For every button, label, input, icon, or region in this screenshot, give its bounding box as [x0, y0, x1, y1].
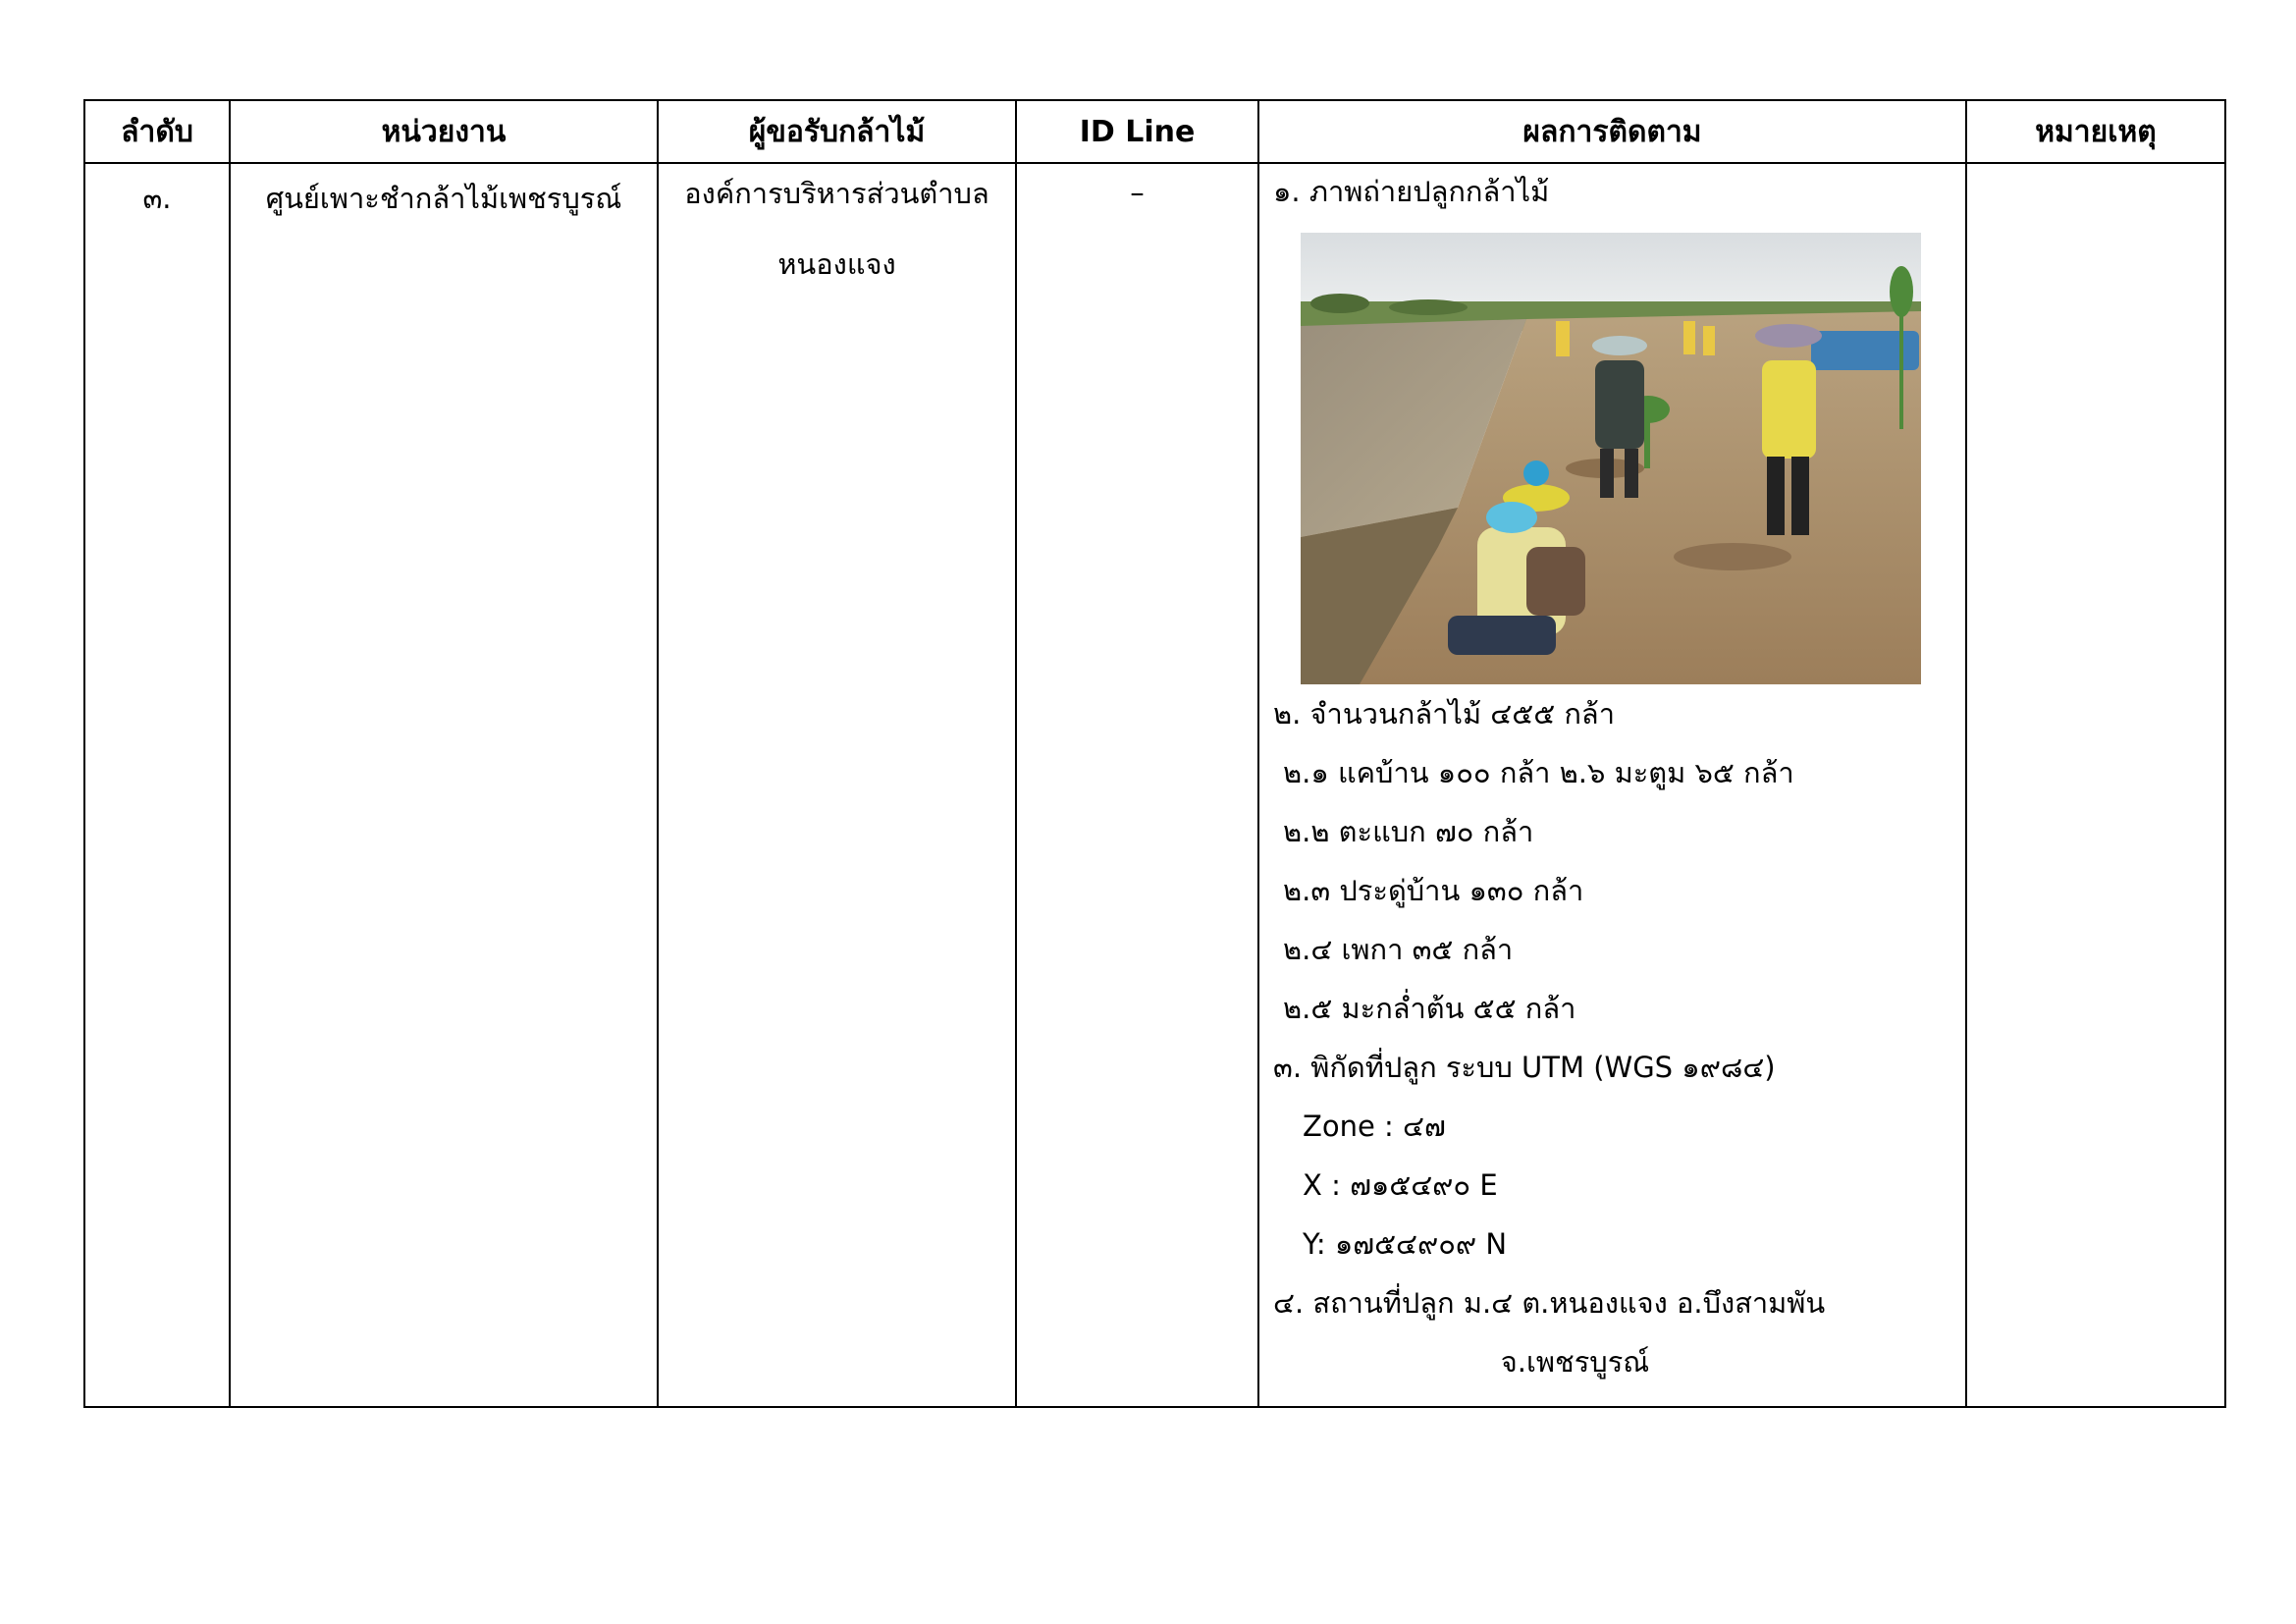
requester-line-2: หนองแจง — [777, 247, 896, 281]
row-id-line: – — [1016, 163, 1258, 1407]
row-remark — [1966, 163, 2225, 1407]
planting-photo-image — [1301, 233, 1921, 684]
photo-caption: ๑. ภาพถ่ายปลูกกล้าไม้ — [1273, 175, 1550, 208]
utm-x: X : ๗๑๕๔๙๐ E — [1303, 1168, 1498, 1202]
header-results: ผลการติดตาม — [1258, 100, 1966, 163]
seedling-item: ๒.๑ แคบ้าน ๑๐๐ กล้า ๒.๖ มะตูม ๖๕ กล้า — [1283, 756, 1794, 789]
location-line-2: จ.เพชรบูรณ์ — [1500, 1345, 1650, 1379]
planting-photo — [1301, 233, 1921, 684]
header-remark: หมายเหตุ — [1966, 100, 2225, 163]
monitoring-table — [83, 99, 2226, 1408]
seedling-item: ๒.๓ ประดู่บ้าน ๑๓๐ กล้า — [1283, 874, 1584, 907]
row-unit: ศูนย์เพาะชำกล้าไม้เพชรบูรณ์ — [230, 163, 658, 1407]
requester-line-1: องค์การบริหารส่วนตำบล — [684, 177, 989, 210]
seedling-count: ๒. จำนวนกล้าไม้ ๔๕๕ กล้า — [1273, 697, 1615, 731]
seedling-item: ๒.๕ มะกล่ำต้น ๕๕ กล้า — [1283, 992, 1576, 1025]
utm-zone: Zone : ๔๗ — [1303, 1110, 1446, 1143]
location-line-1: ๔. สถานที่ปลูก ม.๔ ต.หนองแจง อ.บึงสามพัน — [1273, 1286, 1826, 1320]
seedling-item: ๒.๔ เพกา ๓๕ กล้า — [1283, 933, 1514, 966]
coordinate-title: ๓. พิกัดที่ปลูก ระบบ UTM (WGS ๑๙๘๔) — [1273, 1051, 1776, 1084]
header-id-line: ID Line — [1016, 100, 1258, 163]
header-row — [84, 100, 2225, 163]
header-index: ลำดับ — [84, 100, 230, 163]
header-requester: ผู้ขอรับกล้าไม้ — [658, 100, 1016, 163]
row-requester — [658, 163, 1016, 1407]
header-unit: หน่วยงาน — [230, 100, 658, 163]
seedling-item: ๒.๒ ตะแบก ๗๐ กล้า — [1283, 815, 1534, 848]
table-row — [84, 163, 2225, 1407]
utm-y: Y: ๑๗๕๔๙๐๙ N — [1303, 1227, 1508, 1261]
row-results — [1258, 163, 1966, 1407]
row-index: ๓. — [84, 163, 230, 1407]
